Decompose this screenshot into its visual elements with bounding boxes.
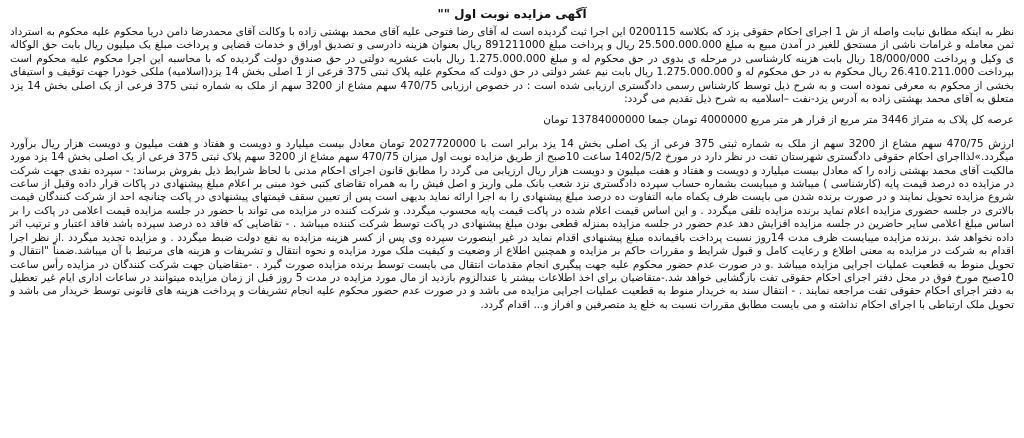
- notice-area-valuation: عرصه کل پلاک به متراژ 3446 متر مربع از قرار هر متر مربع 4000000 تومان جمعا 13784000000 تومان: [543, 114, 1014, 127]
- spacer: [10, 106, 1014, 114]
- auction-notice: [0, 2, 1024, 438]
- spacer: [10, 128, 1014, 138]
- notice-paragraph-terms: ارزش 470/75 سهم مشاع از 3200 سهم از ملک به شماره ثبتی 375 فرعی از یک اصلی بخش 14 یزد برابر است با 2027720000 تومان معادل بیست میلیارد و دویست و هفتاد و هفت میلیون و دویست هزار ریال برآورد میگردد.»لذااجرای احکام حقوقی دادگستری شهرستان تفت در نظر دارد در مورخ 1402/5/2 ساعت 10صبح از طریق مزایده نوبت اول میزان 470/75 سهم مشاع از 3200 سهم پلاک ثبتی 375 فرعی از یک اصلی بخش 14 یزد مورد مالکیت آقای محمد بهشتی زاده را که معادل بیست میلیارد و دویست و هفتاد و هفت میلیون و دویست هزار ریال ارزیابی می گردد را مطابق قانون اجرای احکام مدنی با لحاظ شرایط ذیل بفروش برساند: - سپرده نقدی جهت شرکت در مزایده ده درصد قیمت پایه (کارشناسی ) میباشد و میبایست بشماره حساب سپرده دادگستری نزد شعب بانک ملی واریز و اصل فیش را به همراه تقاضای کتبی خود مبنی بر اعلام مبلغ پیشنهادی در پاکات قرار داده وقبل از ساعت شروع مزایده تحویل نمایند و در صورت برنده شدن می بایست ظرف یکماه مابه التفاوت ده درصد مبلغ پیشنهادی را به اجرا ارائه نماید بدیهی است پس از تعیین سقف قیمتهای پیشنهادی در پاکت چنانچه احد از شرکت کنندگان قیمت بالاتری در جلسه حضوری مزایده اعلام نماید برنده مزایده تلقی میگردد . و این اساس قیمت اعلام شده در پاکت قیمت پایه محسوب میگردد. و شرکت کننده در مزایده می تواند با حضور در جلسه مزایده قیمت اعلامی در پاکت را بر اساس مبلغ اعلامی سایر حاضرین در جلسه مزایده افزایش دهد عدم حضور در جلسه مزایده بمنزله قطعی بودن مبلغ پیشنهادی در پاکت توسط شرکت کننده میباشد . - تقاضایی که فاقد ده درصد سپرده باشد فاقد اعتبار و ترتیب اثر داده نخواهد شد .برنده مزایده میبایست ظرف مدت 14روز نسبت پرداخت باقیمانده مبلغ پیشنهادی اقدام نماید در غیر اینصورت سپرده وی پس از کسر هزینه مزایده به نفع دولت ضبط میگردد . و مزایده تجدید میگردد .از نظر اجرا اقدام به شرکت در مزایده به معنی اطلاع و رعایت کامل و قبول شرایط و مقررات حاکم بر مزایده و همچنین اطلاع از وضعیت و کیفیت ملک مورد مزایده و نحوه انتقال و تشریفات و هزینه های مرتبط با آن میباشد.ضمناً "انتقال و تحویل منوط به قطعیت عملیات اجرایی مزایده میباشد .و در صورت عدم حضور محکوم علیه جهت پیگیری انجام مقدمات انتقال می بایست توسط برنده مزایده صورت گیرد . -متقاضیان جهت شرکت کنندگان در مزایده رأس ساعت 10صبح مورخ فوق در محل دفتر اجرای احکام حقوقی تفت بازگشایی خواهد شد.-متقاضیان برای اخذ اطلاعات بیشتر یا عندالزوم بازدید از مال مورد مزایده در مدت 5 روز قبل از زمان مزایده میتوانند در ساعات اداری ایام غیر تعطیل به دفتر اجرای احکام حقوقی تفت مراجعه نمایند . - انتقال سند به خریدار منوط به قطعیت عملیات اجرایی مزایده می باشد و در صورت عدم حضور محکوم علیه انجام تشریفات و پرداخت هزینه های قانونی توسط خریدار می باشد و تحویل ملک ارتباطی با اجرای احکام نداشته و می بایست مطابق مقررات نسبت به خلع ید متصرفین و افراز و... اقدام گردد.: [10, 137, 1015, 311]
- notice-paragraph-intro: نظر به اینکه مطابق نیابت واصله از ش 1 اجرای احکام حقوقی یزد که بکلاسه 0200115 این اجرا ثبت گردیده است له آقای رضا فتوحی علیه آقای محمد بهشتی زاده با وکالت آقای محمدرضا دامن دریا محکوم علیه محکوم به استرداد ثمن معامله و غرامات ناشی از مستحق للغیر در آمدن مبیع به مبلغ 25.500.000.000 ریال و پرداخت مبلغ 891211000 ریال بعنوان هزینه دادرسی و تصدیق اوراق و خدمات قضایی و پرداخت مبلغ یک میلیون ریال بابت حق الوکاله ی وکیل و پرداخت 18/000/000 ریال بابت هزینه کارشناسی در مرحله ی بدوی در حق محکوم له و مبلغ 1.275.000.000 ریال بابت عشریه دولتی در حق صندوق دولت گردیده که با محاسبه این اجرا محکوم علیه محکوم است بپرداخت 26.410.211.000 ریال محکوم به در حق محکوم له و 1.275.000.000 ریال بابت نیم عشر دولتی در حق دولت که محکوم علیه پلاک ثبتی 375 فرعی از 1 اصلی بخش 14 یزد(اسلامیه) ملکی خودرا جهت توقیف و استیفای بخشی از محکوم به معرفی نموده است و به شرح ذیل توسط کارشناس رسمی دادگستری ارزیابی شده است : در خصوص ارزیابی 470/75 سهم مشاع از 3200 سهم از ملک به شماره ثبتی 375 فرعی از یک اصلی بخش 14 یزد متعلق به آقای محمد بهشتی زاده به آدرس یزد-نفت –اسلامیه به شرح ذیل تقدیم می گردد:: [10, 26, 1015, 106]
- notice-title: آگهی مزایده نوبت اول "": [437, 7, 587, 21]
